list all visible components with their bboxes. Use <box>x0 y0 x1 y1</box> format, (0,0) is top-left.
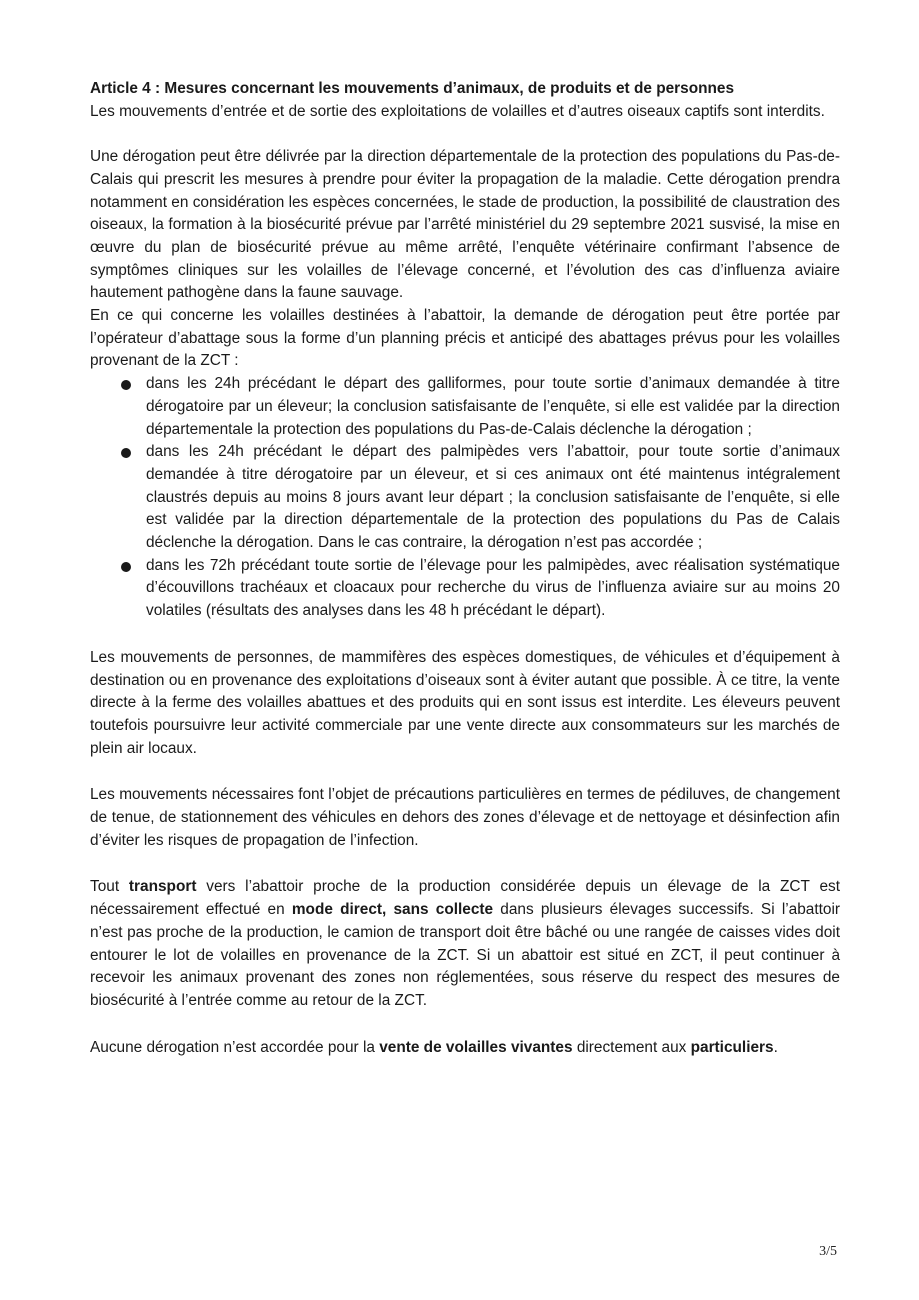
list-item <box>146 373 840 441</box>
list-item-text: dans les 72h précédant toute sortie de l’élevage pour les palmipèdes, avec réalisation systématique d’écouvillons trachéaux et cloacaux pour recherche du virus de l’influenza aviaire sur au moins 20 volatiles (résultats des analyses dans les 48 h précédant le départ). <box>146 556 840 620</box>
sale-text-2: directement aux <box>572 1038 691 1056</box>
sale-paragraph <box>90 1037 840 1060</box>
transport-text-3: dans plusieurs élevages successifs. Si l’abattoir n’est pas proche de la production, le camion de transport doit être bâché ou une rangée de caisses vides doit entourer le lot de volailles en provenance de la ZCT. Si un abattoir est situé en ZCT, il peut continuer à recevoir les animaux provenant des zones non réglementées, sous réserve du respect des mesures de biosécurité à l’entrée comme au retour de la ZCT. <box>90 901 840 1009</box>
sale-text-1: Aucune dérogation n’est accordée pour la <box>90 1038 380 1056</box>
list-item-text: dans les 24h précédant le départ des palmipèdes vers l’abattoir, pour toute sortie d’animaux demandée à titre dérogatoire par un éleveur, et si ces animaux ont été maintenus intégralement claustrés depuis au moins 8 jours avant leur départ ; la conclusion satisfaisante de l’enquête, si elle est validée par la direction départementale de la protection des populations du Pas de Calais déclenche la dérogation. Dans le cas contraire, la dérogation n’est pas accordée ; <box>146 443 840 552</box>
transport-text-1: Tout <box>90 878 129 896</box>
derogation-conditions-list <box>90 373 840 623</box>
abattoir-intro-paragraph: En ce qui concerne les volailles destinées à l’abattoir, la demande de dérogation peut être portée par l’opérateur d’abattage sous la forme d’un planning précis et anticipé des abattages prévus pour les volailles provenant de la ZCT : <box>90 307 840 370</box>
bullet-icon <box>121 562 131 572</box>
page-number: 3/5 <box>819 1244 837 1259</box>
transport-bold-2: mode direct, sans collecte <box>291 901 494 919</box>
precautions-paragraph: Les mouvements nécessaires font l’objet de précautions particulières en termes de pédiluves, de changement de tenue, de stationnement des véhicules en dehors des zones d’élevage et de nettoyage et désinfection afin d’éviter les risques de propagation de l’infection. <box>90 786 840 849</box>
transport-text-2: vers l’abattoir proche de la production considérée depuis un élevage de la ZCT est nécessairement effectué en <box>90 878 840 919</box>
transport-bold-1: transport <box>128 878 197 896</box>
persons-paragraph: Les mouvements de personnes, de mammifères des espèces domestiques, de véhicules et d’équipement à destination ou en provenance des exploitations d’oiseaux sont à éviter autant que possible. À ce titre, la vente directe à la ferme des volailles abattues et des produits qui en sont issus est interdite. Les éleveurs peuvent toutefois poursuivre leur activité commerciale par une vente directe aux consommateurs sur les marchés de plein air locaux. <box>90 648 840 757</box>
sale-text-3: . <box>773 1038 778 1056</box>
list-item-text: dans les 24h précédant le départ des galliformes, pour toute sortie d’animaux demandée à titre dérogatoire par un éleveur; la conclusion satisfaisante de l’enquête, si elle est validée par la direction départementale la protection des populations du Pas-de-Calais déclenche la dérogation ; <box>146 375 840 438</box>
transport-paragraph <box>90 876 840 1012</box>
article-heading: Article 4 : Mesures concernant les mouvements d’animaux, de produits et de personnes <box>90 80 735 97</box>
sale-bold-1: vente de volailles vivantes <box>379 1038 573 1056</box>
bullet-icon <box>121 380 131 390</box>
document-page <box>90 78 840 1059</box>
derogation-paragraph: Une dérogation peut être délivrée par la direction départementale de la protection des populations du Pas-de-Calais qui prescrit les mesures à prendre pour éviter la propagation de la maladie. Cette dérogation prendra notamment en considération les espèces concernées, le stade de production, la possibilité de claustration des oiseaux, la formation à la biosécurité prévue par l’arrêté ministériel du 29 septembre 2021 susvisé, la mise en œuvre du plan de biosécurité prévue au même arrêté, l’enquête vétérinaire confirmant l’absence de symptômes cliniques sur les volailles de l’élevage concerné, et l’évolution des cas d’influenza aviaire hautement pathogène dans la faune sauvage. <box>90 148 840 302</box>
sale-bold-2: particuliers <box>690 1038 774 1056</box>
list-item <box>146 441 840 555</box>
list-item <box>146 555 840 623</box>
bullet-icon <box>121 448 131 458</box>
intro-paragraph: Les mouvements d’entrée et de sortie des exploitations de volailles et d’autres oiseaux captifs sont interdits. <box>90 102 825 120</box>
